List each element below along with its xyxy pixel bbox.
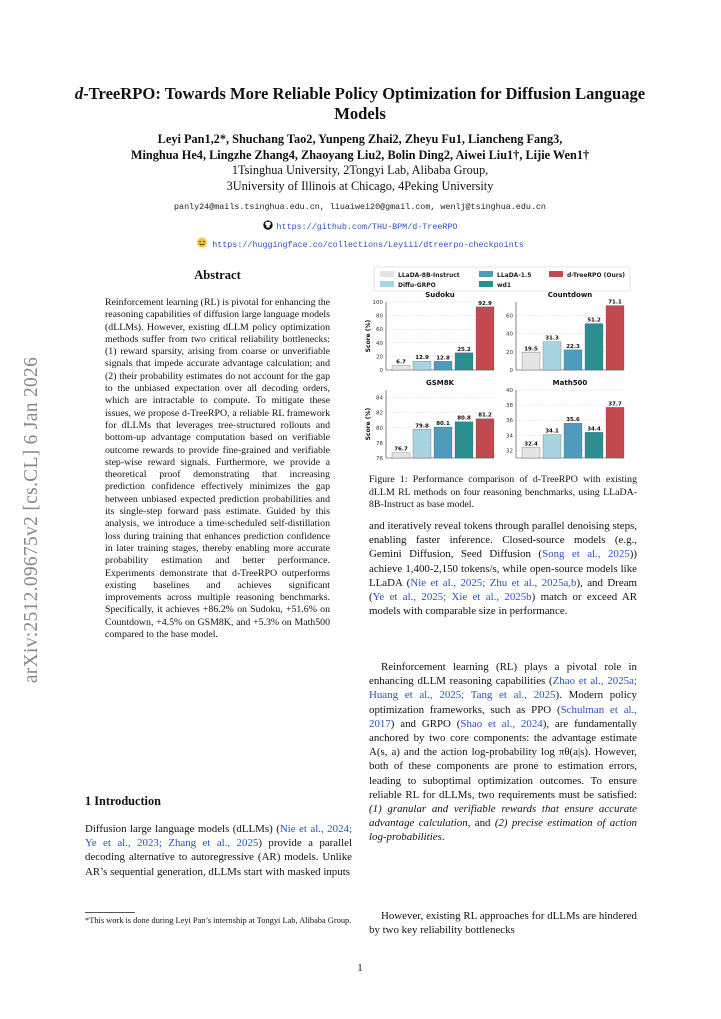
data-label: 35.6 (566, 417, 580, 424)
footnote: *This work is done during Leyi Pan’s internship at Tongyi Lab, Alibaba Group. (85, 916, 352, 925)
bar (392, 453, 410, 458)
legend-label: LLaDA-1.5 (497, 272, 532, 279)
bar (606, 306, 624, 370)
panel-title: GSM8K (425, 379, 455, 387)
bar (455, 422, 473, 458)
right-paragraph-2: Reinforcement learning (RL) plays a pivotal role in enhancing dLLM reasoning capabilities (Zhao et al., 2025a; Huang et al., 2025; Tang et al., 2025). Modern policy optimization frameworks, such as PPO (Schulman et al., 2017) and GRPO (Shao et al., 2024), are fundamentally anchored by two core components: the advantage estimate A(s, a) and the action log-probability log πθ(a|s). However, both of these components are prone to estimation errors, leading to suboptimal optimization outcomes. To ensure reliable RL for dLLMs, two requirements must be satisfied: (1) granular and verifiable rewards that ensure accurate advantage calculation, and (2) precise estimation of action log-probabilities. (369, 661, 637, 844)
data-label: 76.7 (394, 446, 408, 453)
y-tick-label: 40 (376, 340, 383, 347)
legend-swatch (479, 281, 493, 287)
abstract-text: Reinforcement learning (RL) is pivotal for enhancing the reasoning capabilities of diffusion large language models (dLLMs). However, existing dLLM policy optimization methods suffer from two critical reliability bottlenecks: (1) reward sparsity, arising from coarse or unverifiable signals that impede accurate advantage calculation; and (2) their probability estimates do not account for the gap to the unbiased expectation over all decoding orders, which are intractable to compute. To mitigate these issues, we propose d-TreeRPO, a reliable RL framework for dLLMs that leverages tree-structured rollouts and bottom-up advantage computation based on verifiable outcome rewards to provide fine-grained and verifiable step-wise reward signals. Furthermore, we provide a theoretical proof demonstrating that increasing prediction confidence effectively minimizes the gap between unbiased expected prediction probabilities and its single-step forward pass estimate. Guided by this analysis, we introduce a time-scheduled self-distillation loss during training that enhances prediction confidence in later training stages, thereby enabling more accurate probability estimation and better performance. Experiments demonstrate that d-TreeRPO outperforms existing baselines and achieves significant improvements across multiple reasoning benchmarks. Specifically, it achieves +86.2% on Sudoku, +51.6% on Countdown, +4.5% on GSM8K, and +5.3% on Math500 compared to the base model. (105, 297, 330, 641)
legend-swatch (380, 271, 394, 277)
legend-label: Diffu-GRPO (398, 282, 436, 289)
bar (564, 350, 582, 370)
data-label: 22.3 (566, 343, 580, 350)
data-label: 19.5 (524, 346, 538, 353)
citation[interactable]: Ye et al., 2025; Xie et al., 2025b (372, 591, 532, 604)
panel-title: Sudoku (425, 291, 455, 299)
github-icon (263, 220, 273, 230)
bar (564, 423, 582, 458)
bar (606, 407, 624, 458)
y-tick-label: 82 (376, 410, 383, 417)
bar (434, 361, 452, 370)
data-label: 31.3 (545, 335, 559, 342)
y-tick-label: 40 (506, 331, 513, 338)
paper-title: d-TreeRPO: Towards More Reliable Policy Optimization for Diffusion Language Models (74, 84, 646, 123)
data-label: 92.9 (478, 300, 492, 307)
y-tick-label: 32 (506, 448, 513, 455)
y-tick-label: 0 (379, 368, 383, 374)
github-link-row[interactable] (60, 220, 660, 232)
y-axis-label: Score (%) (365, 319, 372, 353)
y-tick-label: 80 (376, 425, 383, 432)
data-label: 37.7 (608, 401, 622, 408)
page-number: 1 (357, 962, 363, 974)
data-label: 32.4 (524, 441, 538, 448)
github-url[interactable]: https://github.com/THU-BPM/d-TreeRPO (276, 222, 458, 232)
bar (476, 307, 494, 370)
data-label: 34.1 (545, 428, 559, 435)
y-tick-label: 20 (376, 354, 383, 361)
data-label: 71.1 (608, 299, 622, 306)
citation[interactable]: Nie et al., 2024; Ye et al., 2023; Zhang et al., 2025 (85, 823, 352, 850)
bar (585, 432, 603, 458)
legend-label: d-TreeRPO (Ours) (567, 272, 626, 279)
legend-label: wd1 (497, 282, 512, 289)
bar (476, 419, 494, 458)
data-label: 12.9 (415, 355, 429, 362)
y-tick-label: 76 (376, 456, 383, 462)
citation[interactable]: Zhao et al., 2025a; Huang et al., 2025; Tang et al., 2025 (369, 675, 637, 702)
authors-line-2: Minghua He4, Lingzhe Zhang4, Zhaoyang Liu2, Bolin Ding2, Aiwei Liu1†, Lijie Wen1† (130, 148, 590, 162)
legend-swatch (549, 271, 563, 277)
footnote-rule (85, 912, 135, 913)
bar (522, 447, 540, 458)
bar (543, 435, 561, 458)
arxiv-stamp: arXiv:2512.09675v2 [cs.CL] 6 Jan 2026 (21, 356, 42, 684)
y-tick-label: 100 (372, 300, 383, 306)
bar (455, 353, 473, 370)
author-list (60, 131, 660, 163)
y-tick-label: 60 (506, 313, 513, 320)
figure-1-chart (364, 265, 636, 465)
right-paragraph-3: However, existing RL approaches for dLLMs are hindered by two key reliability bottlenecks (369, 910, 637, 937)
section-heading-introduction: 1 Introduction (85, 794, 161, 808)
bar (585, 324, 603, 370)
citation[interactable]: Schulman et al., 2017 (369, 703, 637, 730)
y-tick-label: 84 (376, 395, 383, 402)
panel-title: Countdown (547, 291, 593, 299)
citation[interactable]: Song et al., 2025 (542, 548, 630, 561)
legend-swatch (380, 281, 394, 287)
y-axis-label: Score (%) (365, 407, 372, 441)
legend-label: LLaDA-8B-Instruct (398, 272, 460, 279)
data-label: 6.7 (396, 359, 406, 366)
figure-caption: Figure 1: Performance comparison of d-TreeRPO with existing dLLM RL methods on four reasoning benchmarks, using LLaDA-8B-Instruct as base model. (369, 474, 637, 511)
data-label: 34.4 (587, 426, 601, 433)
y-tick-label: 60 (376, 327, 383, 334)
huggingface-link-row[interactable] (60, 237, 660, 250)
panel-title: Math500 (552, 379, 588, 387)
huggingface-url[interactable]: https://huggingface.co/collections/Leyiii/dtreerpo-checkpoints (212, 240, 524, 250)
y-tick-label: 34 (506, 433, 513, 440)
data-label: 81.2 (478, 412, 492, 419)
right-paragraph-1: and iteratively reveal tokens through parallel denoising steps, enabling faster inference. Closed-source models (e.g., Gemini Diffusion, Seed Diffusion (Song et al., 2025)) achieve 1,400-2,150 tokens/s, while open-source models like LLaDA (Nie et al., 2025; Zhu et al., 2025a,b), and Dream (Ye et al., 2025; Xie et al., 2025b) match or exceed AR models with comparable size in performance. (369, 520, 637, 618)
data-label: 80.8 (457, 415, 471, 422)
bar (413, 429, 431, 458)
y-tick-label: 80 (376, 313, 383, 320)
intro-paragraph: Diffusion large language models (dLLMs) (Nie et al., 2024; Ye et al., 2023; Zhang et al., 2025) provide a parallel decoding alternative to autoregressive (AR) models. Unlike AR’s sequential generation, dLLMs start with masked inputs (85, 823, 353, 878)
data-label: 79.8 (415, 423, 429, 430)
bar (392, 365, 410, 370)
y-tick-label: 40 (506, 388, 513, 394)
data-label: 51.2 (587, 317, 601, 324)
authors-line-1: Leyi Pan1,2*, Shuchang Tao2, Yunpeng Zhai2, Zheyu Fu1, Liancheng Fang3, (157, 132, 563, 146)
affiliations: 1Tsinghua University, 2Tongyi Lab, Alibaba Group, 3University of Illinois at Chicago, 4Peking University (226, 163, 494, 193)
y-tick-label: 20 (506, 349, 513, 356)
legend-swatch (479, 271, 493, 277)
citation[interactable]: Shao et al., 2024 (460, 717, 543, 730)
bar (413, 361, 431, 370)
y-tick-label: 38 (506, 403, 513, 410)
data-label: 25.2 (457, 346, 471, 353)
bar (543, 342, 561, 370)
abstract-heading: Abstract (194, 268, 241, 282)
citation[interactable]: Nie et al., 2025; Zhu et al., 2025a,b (410, 576, 577, 589)
bar (434, 427, 452, 458)
y-tick-label: 36 (506, 418, 513, 425)
author-emails: panly24@mails.tsinghua.edu.cn, liuaiwei20@gmail.com, wenlj@tsinghua.edu.cn (174, 202, 546, 212)
data-label: 12.8 (436, 355, 450, 362)
y-tick-label: 78 (376, 440, 383, 447)
hugging-face-icon (196, 237, 208, 248)
y-tick-label: 0 (509, 368, 513, 374)
bar (522, 352, 540, 370)
data-label: 80.1 (436, 421, 450, 428)
